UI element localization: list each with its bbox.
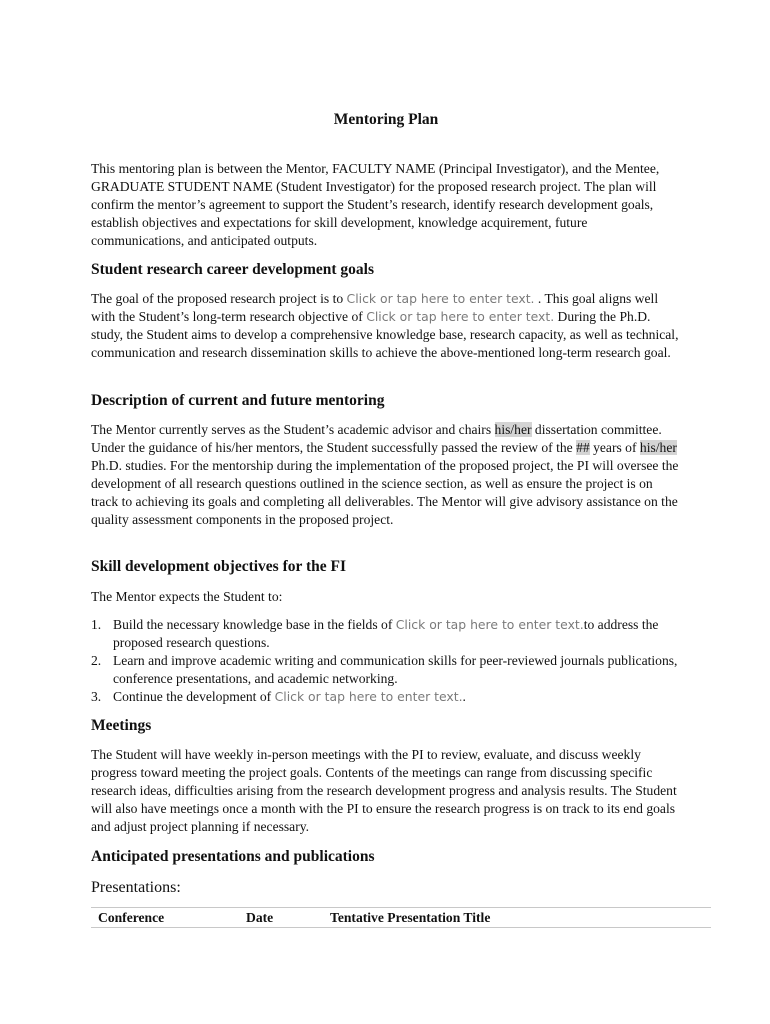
mentoring-paragraph [91, 421, 681, 529]
placeholder-field[interactable]: Click or tap here to enter text. [395, 617, 584, 632]
presentations-label: Presentations: [91, 879, 181, 896]
skills-lead: The Mentor expects the Student to: [91, 589, 283, 604]
list-text: . [462, 689, 466, 704]
intro-paragraph: This mentoring plan is between the Mentor, FACULTY NAME (Principal Investigator), and the Mentee, GRADUATE STUDENT NAME (Student Investigator) for the proposed research project. The plan will confirm the mentor’s agreement to support the Student’s research, identify research development goals, establish objectives and expectations for skill development, knowledge acquirement, future communications, and anticipated outputs. [91, 161, 660, 248]
list-item [91, 652, 681, 688]
mentoring-text-c: years of [589, 440, 640, 455]
column-header-date: Date [246, 910, 274, 925]
list-item [91, 616, 681, 652]
highlighted-field[interactable]: ## [576, 440, 590, 455]
heading-meetings: Meetings [91, 717, 152, 734]
mentoring-text-a: The Mentor currently serves as the Student’s academic advisor and chairs [91, 422, 495, 437]
heading-presentations: Anticipated presentations and publications [91, 848, 375, 865]
column-header-conference: Conference [98, 910, 165, 925]
column-header-title: Tentative Presentation Title [330, 910, 491, 925]
list-number: 2. [91, 653, 102, 668]
goals-paragraph [91, 290, 681, 362]
highlighted-field[interactable]: his/her [639, 440, 677, 455]
presentations-table-header [91, 907, 711, 928]
mentoring-text-b: dissertation committee. Under the guidance of his/her mentors, the Student successfully passed the review of the [91, 422, 662, 455]
placeholder-field[interactable]: Click or tap here to enter text. [274, 689, 463, 704]
placeholder-field[interactable]: Click or tap here to enter text. [366, 309, 555, 324]
list-text: Learn and improve academic writing and communication skills for peer-reviewed journals publications, conference presentations, and academic networking. [113, 653, 678, 686]
list-text: to address the proposed research questions. [113, 617, 659, 650]
heading-mentoring: Description of current and future mentoring [91, 392, 385, 409]
list-number: 1. [91, 617, 102, 632]
goals-text-b: . This goal aligns well with the Student’s long-term research objective of [91, 291, 659, 324]
list-item [91, 688, 681, 706]
mentoring-text-d: Ph.D. studies. For the mentorship during the implementation of the proposed project, the PI will oversee the development of all research questions outlined in the science section, as well as ensure the project is on track to achieving its goals and completing all deliverables. The Mentor will give advisory assistance on the quality assessment components in the proposed project. [91, 458, 679, 527]
highlighted-field[interactable]: his/her [494, 422, 532, 437]
list-text: Continue the development of [113, 689, 275, 704]
heading-skills: Skill development objectives for the FI [91, 558, 347, 575]
list-text: Build the necessary knowledge base in the fields of [113, 617, 396, 632]
goals-text-a: The goal of the proposed research project is to [91, 291, 347, 306]
goals-text-c: During the Ph.D. study, the Student aims to develop a comprehensive knowledge base, research capacity, as well as technical, communication and research dissemination skills to achieve the above-mentioned long-term research goal. [91, 309, 679, 360]
page-title: Mentoring Plan [333, 111, 439, 128]
placeholder-field[interactable]: Click or tap here to enter text. [346, 291, 535, 306]
meetings-paragraph: The Student will have weekly in-person meetings with the PI to review, evaluate, and discuss weekly progress toward meeting the project goals. Contents of the meetings can range from discussing specific research ideas, difficulties arising from the research development progress and analysis results. The Student will also have meetings once a month with the PI to ensure the research progress is on track to its end goals and adjust project planning if necessary. [91, 747, 677, 834]
skills-list [91, 616, 681, 706]
heading-goals: Student research career development goals [91, 261, 374, 278]
list-number: 3. [91, 689, 102, 704]
